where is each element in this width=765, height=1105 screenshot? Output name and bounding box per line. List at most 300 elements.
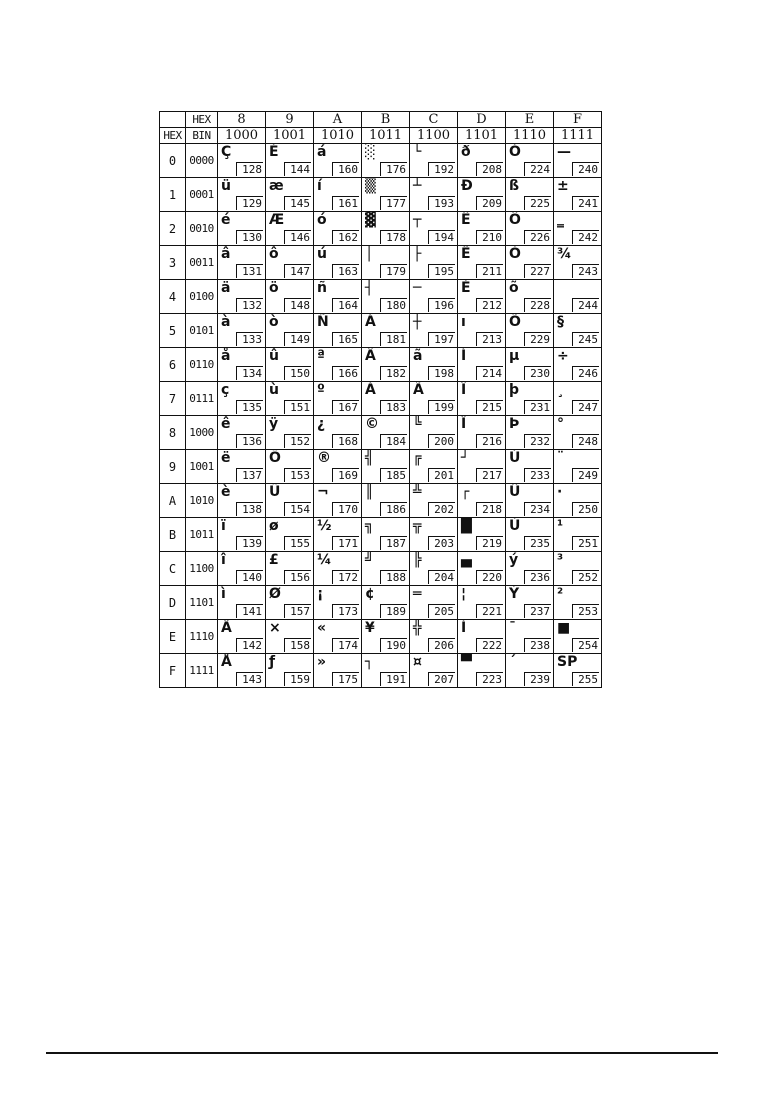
char-glyph: ┴ [413, 178, 422, 194]
char-glyph: ▀ [461, 654, 472, 670]
char-cell [506, 144, 554, 178]
char-glyph: » [317, 654, 327, 670]
char-glyph: ┬ [413, 212, 422, 228]
char-cell [362, 314, 410, 348]
char-glyph: ╝ [365, 552, 374, 568]
char-decimal-code: 192 [428, 162, 455, 176]
char-decimal-code: 136 [236, 434, 263, 448]
header-row-bin [160, 128, 602, 144]
row-hex-digit: A [160, 484, 186, 518]
char-cell [458, 382, 506, 416]
char-decimal-code: 168 [332, 434, 359, 448]
row-bin-digits: 0101 [186, 314, 218, 348]
char-decimal-code: 200 [428, 434, 455, 448]
char-cell [506, 382, 554, 416]
row-hex-digit: 3 [160, 246, 186, 280]
char-cell [458, 178, 506, 212]
char-cell [410, 144, 458, 178]
char-decimal-code: 184 [380, 434, 407, 448]
char-glyph: ß [509, 178, 520, 194]
char-cell [410, 212, 458, 246]
char-decimal-code: 239 [524, 672, 551, 686]
char-decimal-code: 141 [236, 604, 263, 618]
char-glyph: ³ [557, 552, 564, 568]
char-glyph: Ì [461, 620, 467, 636]
char-cell [218, 552, 266, 586]
char-cell [458, 654, 506, 688]
char-cell [266, 144, 314, 178]
char-decimal-code: 144 [284, 162, 311, 176]
char-glyph: ü [221, 178, 231, 194]
row-hex-digit: 6 [160, 348, 186, 382]
char-cell [410, 654, 458, 688]
char-decimal-code: 249 [572, 468, 599, 482]
char-glyph: ▓ [365, 212, 376, 228]
char-glyph: ¡ [317, 586, 324, 602]
row-hex-digit: 8 [160, 416, 186, 450]
char-cell [266, 484, 314, 518]
char-cell [410, 484, 458, 518]
char-cell [266, 416, 314, 450]
char-decimal-code: 130 [236, 230, 263, 244]
char-glyph: ‗ [557, 212, 564, 228]
char-glyph: à [221, 314, 231, 330]
column-bin-1000: 1000 [218, 128, 266, 144]
char-glyph: Õ [509, 314, 521, 330]
row-bin-digits: 0111 [186, 382, 218, 416]
char-cell [506, 178, 554, 212]
char-glyph: ┘ [461, 450, 470, 466]
char-glyph: ƒ [269, 654, 276, 670]
char-decimal-code: 149 [284, 332, 311, 346]
char-decimal-code: 243 [572, 264, 599, 278]
char-decimal-code: 147 [284, 264, 311, 278]
char-cell [554, 450, 602, 484]
char-glyph: Ø [269, 586, 281, 602]
char-decimal-code: 213 [476, 332, 503, 346]
char-glyph: ª [317, 348, 325, 364]
char-decimal-code: 197 [428, 332, 455, 346]
column-hex-d: D [458, 112, 506, 128]
char-decimal-code: 182 [380, 366, 407, 380]
char-glyph: Ù [509, 518, 521, 534]
char-glyph: ─ [413, 280, 422, 296]
corner-cell [160, 112, 186, 128]
char-cell [506, 484, 554, 518]
char-decimal-code: 167 [332, 400, 359, 414]
char-decimal-code: 198 [428, 366, 455, 380]
char-decimal-code: 241 [572, 196, 599, 210]
char-cell [458, 586, 506, 620]
char-decimal-code: 226 [524, 230, 551, 244]
char-glyph: ╠ [413, 552, 422, 568]
char-cell [218, 246, 266, 280]
char-cell [362, 484, 410, 518]
char-cell [314, 654, 362, 688]
table-row [160, 450, 602, 484]
row-bin-digits: 1101 [186, 586, 218, 620]
table-row [160, 552, 602, 586]
char-cell [266, 314, 314, 348]
char-cell [554, 314, 602, 348]
column-hex-9: 9 [266, 112, 314, 128]
char-glyph: ä [221, 280, 231, 296]
char-decimal-code: 179 [380, 264, 407, 278]
char-cell [362, 178, 410, 212]
char-decimal-code: 139 [236, 536, 263, 550]
char-decimal-code: 237 [524, 604, 551, 618]
char-glyph: ╩ [413, 484, 422, 500]
char-cell [554, 654, 602, 688]
char-cell [506, 246, 554, 280]
char-glyph: ¬ [317, 484, 329, 500]
char-decimal-code: 248 [572, 434, 599, 448]
column-bin-1111: 1111 [554, 128, 602, 144]
char-glyph: ½ [317, 518, 332, 534]
character-code-table [159, 111, 602, 688]
char-decimal-code: 191 [380, 672, 407, 686]
char-decimal-code: 131 [236, 264, 263, 278]
char-decimal-code: 235 [524, 536, 551, 550]
char-decimal-code: 164 [332, 298, 359, 312]
column-hex-f: F [554, 112, 602, 128]
char-glyph: Î [461, 382, 467, 398]
table-row [160, 484, 602, 518]
char-cell [506, 620, 554, 654]
char-decimal-code: 132 [236, 298, 263, 312]
char-glyph: Ò [509, 246, 521, 262]
row-bin-digits: 1010 [186, 484, 218, 518]
char-decimal-code: 163 [332, 264, 359, 278]
row-bin-digits: 0110 [186, 348, 218, 382]
char-cell [266, 382, 314, 416]
char-glyph: ú [317, 246, 327, 262]
char-cell [314, 484, 362, 518]
char-glyph: · [557, 484, 563, 500]
char-glyph: ý [509, 552, 519, 568]
char-glyph: ¼ [317, 552, 332, 568]
char-cell [506, 212, 554, 246]
char-cell [506, 280, 554, 314]
char-glyph: ¢ [365, 586, 375, 602]
char-decimal-code: 140 [236, 570, 263, 584]
table-row [160, 144, 602, 178]
char-decimal-code: 206 [428, 638, 455, 652]
char-decimal-code: 156 [284, 570, 311, 584]
char-glyph: ▄ [461, 552, 472, 568]
char-cell [362, 450, 410, 484]
char-cell [410, 620, 458, 654]
char-decimal-code: 171 [332, 536, 359, 550]
column-bin-1001: 1001 [266, 128, 314, 144]
char-cell [506, 586, 554, 620]
char-cell [362, 586, 410, 620]
char-decimal-code: 162 [332, 230, 359, 244]
char-cell [314, 586, 362, 620]
char-glyph: ┌ [461, 484, 470, 500]
char-decimal-code: 244 [572, 298, 599, 312]
char-decimal-code: 212 [476, 298, 503, 312]
char-decimal-code: 216 [476, 434, 503, 448]
char-decimal-code: 207 [428, 672, 455, 686]
row-bin-digits: 1011 [186, 518, 218, 552]
char-decimal-code: 217 [476, 468, 503, 482]
char-cell [506, 314, 554, 348]
char-cell [554, 620, 602, 654]
char-decimal-code: 186 [380, 502, 407, 516]
char-glyph: é [221, 212, 231, 228]
char-cell [554, 586, 602, 620]
char-glyph: ø [269, 518, 279, 534]
char-decimal-code: 250 [572, 502, 599, 516]
char-decimal-code: 196 [428, 298, 455, 312]
char-glyph: Ö [269, 450, 281, 466]
char-cell [554, 212, 602, 246]
char-glyph: è [221, 484, 231, 500]
table-row [160, 348, 602, 382]
char-cell [506, 552, 554, 586]
char-glyph: µ [509, 348, 520, 364]
row-hex-digit: E [160, 620, 186, 654]
char-cell [554, 280, 602, 314]
row-hex-digit: F [160, 654, 186, 688]
row-hex-digit: C [160, 552, 186, 586]
char-decimal-code: 172 [332, 570, 359, 584]
row-bin-digits: 1100 [186, 552, 218, 586]
row-bin-digits: 1001 [186, 450, 218, 484]
char-cell [410, 382, 458, 416]
char-glyph: Ê [461, 212, 471, 228]
row-hex-digit: D [160, 586, 186, 620]
char-cell [266, 178, 314, 212]
char-cell [218, 620, 266, 654]
char-decimal-code: 214 [476, 366, 503, 380]
char-decimal-code: 227 [524, 264, 551, 278]
char-decimal-code: 223 [476, 672, 503, 686]
column-bin-1010: 1010 [314, 128, 362, 144]
char-decimal-code: 230 [524, 366, 551, 380]
column-bin-1101: 1101 [458, 128, 506, 144]
char-glyph: ╔ [413, 450, 422, 466]
table-row [160, 246, 602, 280]
char-cell [362, 144, 410, 178]
char-glyph: ├ [413, 246, 422, 262]
char-decimal-code: 178 [380, 230, 407, 244]
char-glyph: æ [269, 178, 284, 194]
char-cell [362, 620, 410, 654]
row-bin-digits: 1111 [186, 654, 218, 688]
char-cell [362, 552, 410, 586]
char-cell [362, 280, 410, 314]
char-glyph: ¾ [557, 246, 572, 262]
row-hex-digit: 4 [160, 280, 186, 314]
char-glyph: Í [461, 348, 467, 364]
char-cell [266, 586, 314, 620]
char-decimal-code: 209 [476, 196, 503, 210]
char-cell [362, 212, 410, 246]
char-decimal-code: 219 [476, 536, 503, 550]
char-decimal-code: 146 [284, 230, 311, 244]
table-row [160, 178, 602, 212]
char-decimal-code: 229 [524, 332, 551, 346]
char-cell [218, 450, 266, 484]
char-cell [554, 348, 602, 382]
table-row [160, 654, 602, 688]
char-cell [218, 178, 266, 212]
char-cell [410, 416, 458, 450]
char-glyph: Ô [509, 212, 521, 228]
char-cell [554, 382, 602, 416]
char-cell [362, 654, 410, 688]
char-cell [506, 518, 554, 552]
char-decimal-code: 193 [428, 196, 455, 210]
char-decimal-code: 134 [236, 366, 263, 380]
char-glyph: — [557, 144, 571, 160]
char-cell [554, 178, 602, 212]
char-cell [458, 314, 506, 348]
char-decimal-code: 234 [524, 502, 551, 516]
table-row [160, 212, 602, 246]
char-cell [218, 144, 266, 178]
char-glyph: └ [413, 144, 422, 160]
char-cell [314, 382, 362, 416]
char-decimal-code: 170 [332, 502, 359, 516]
char-cell [266, 212, 314, 246]
char-glyph: ì [221, 586, 226, 602]
char-glyph: ¹ [557, 518, 564, 534]
char-decimal-code: 247 [572, 400, 599, 414]
char-glyph: ═ [413, 586, 422, 602]
row-bin-digits: 0100 [186, 280, 218, 314]
row-bin-digits: 0000 [186, 144, 218, 178]
row-bin-digits: 0011 [186, 246, 218, 280]
hex-label: HEX [186, 112, 218, 128]
char-glyph: Û [509, 484, 521, 500]
char-decimal-code: 152 [284, 434, 311, 448]
char-glyph: ╣ [365, 450, 374, 466]
char-decimal-code: 151 [284, 400, 311, 414]
char-glyph: ║ [365, 484, 374, 500]
char-decimal-code: 190 [380, 638, 407, 652]
char-glyph: ö [269, 280, 279, 296]
char-decimal-code: 220 [476, 570, 503, 584]
char-cell [506, 416, 554, 450]
char-glyph: Ü [269, 484, 281, 500]
char-decimal-code: 240 [572, 162, 599, 176]
char-glyph: § [557, 314, 564, 330]
char-decimal-code: 232 [524, 434, 551, 448]
char-glyph: ╚ [413, 416, 422, 432]
char-cell [362, 382, 410, 416]
char-cell [458, 348, 506, 382]
char-glyph: þ [509, 382, 520, 398]
char-decimal-code: 180 [380, 298, 407, 312]
char-glyph: ã [413, 348, 423, 364]
char-cell [362, 246, 410, 280]
char-decimal-code: 137 [236, 468, 263, 482]
char-glyph: ▒ [365, 178, 376, 194]
char-glyph: º [317, 382, 325, 398]
char-decimal-code: 148 [284, 298, 311, 312]
char-cell [266, 620, 314, 654]
char-decimal-code: 128 [236, 162, 263, 176]
char-glyph: ¿ [317, 416, 326, 432]
column-bin-1110: 1110 [506, 128, 554, 144]
char-glyph: ± [557, 178, 569, 194]
char-decimal-code: 203 [428, 536, 455, 550]
char-glyph: â [221, 246, 231, 262]
char-glyph: Ð [461, 178, 473, 194]
char-glyph: À [365, 382, 376, 398]
row-hex-digit: 7 [160, 382, 186, 416]
char-glyph: £ [269, 552, 279, 568]
char-glyph: ð [461, 144, 471, 160]
column-hex-b: B [362, 112, 410, 128]
char-cell [266, 280, 314, 314]
char-glyph: Ñ [317, 314, 329, 330]
char-cell [410, 246, 458, 280]
char-cell [554, 518, 602, 552]
char-decimal-code: 143 [236, 672, 263, 686]
char-cell [410, 450, 458, 484]
table-row [160, 416, 602, 450]
char-decimal-code: 150 [284, 366, 311, 380]
char-cell [266, 246, 314, 280]
char-decimal-code: 211 [476, 264, 503, 278]
char-decimal-code: 154 [284, 502, 311, 516]
char-cell [410, 552, 458, 586]
char-cell [410, 586, 458, 620]
char-glyph: ò [269, 314, 279, 330]
column-bin-1100: 1100 [410, 128, 458, 144]
char-decimal-code: 252 [572, 570, 599, 584]
char-decimal-code: 208 [476, 162, 503, 176]
char-glyph: ó [317, 212, 327, 228]
char-decimal-code: 173 [332, 604, 359, 618]
char-decimal-code: 159 [284, 672, 311, 686]
char-glyph: █ [461, 518, 472, 534]
char-decimal-code: 183 [380, 400, 407, 414]
char-glyph: ÿ [269, 416, 279, 432]
char-cell [266, 348, 314, 382]
char-cell [314, 348, 362, 382]
char-cell [218, 484, 266, 518]
column-hex-e: E [506, 112, 554, 128]
column-hex-a: A [314, 112, 362, 128]
char-glyph: ¥ [365, 620, 375, 636]
char-decimal-code: 176 [380, 162, 407, 176]
char-glyph: ° [557, 416, 564, 432]
char-glyph: Ä [221, 620, 232, 636]
char-glyph: Ç [221, 144, 232, 160]
char-cell [362, 416, 410, 450]
char-cell [266, 450, 314, 484]
char-cell [314, 450, 362, 484]
char-glyph: Á [365, 314, 376, 330]
char-decimal-code: 233 [524, 468, 551, 482]
char-cell [458, 620, 506, 654]
table-row [160, 314, 602, 348]
char-cell [458, 552, 506, 586]
char-decimal-code: 175 [332, 672, 359, 686]
char-glyph: Æ [269, 212, 285, 228]
char-cell [458, 212, 506, 246]
char-glyph: ´ [509, 654, 516, 670]
char-cell [314, 416, 362, 450]
char-decimal-code: 177 [380, 196, 407, 210]
char-cell [506, 654, 554, 688]
char-cell [314, 314, 362, 348]
